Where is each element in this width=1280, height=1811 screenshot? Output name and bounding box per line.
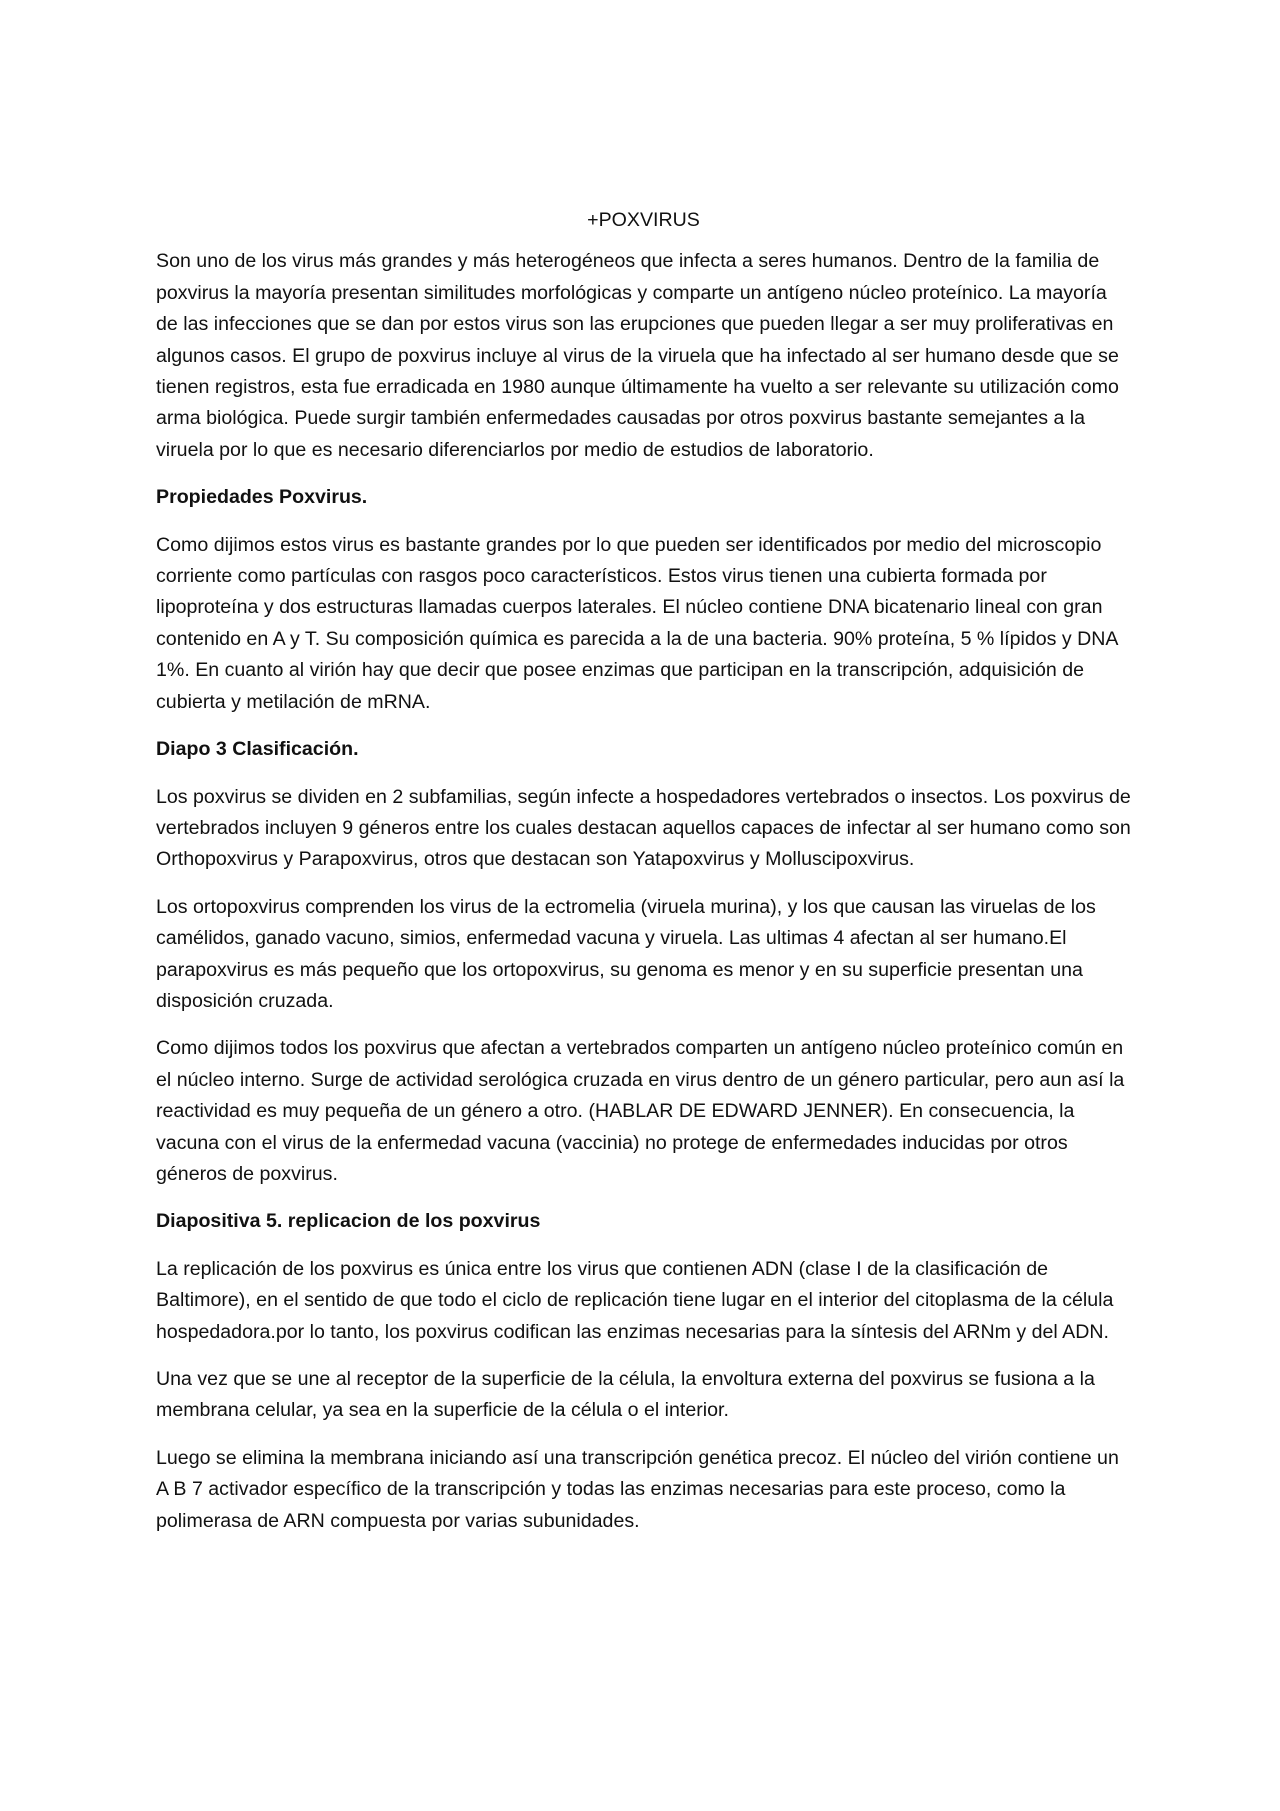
paragraph-intro: Son uno de los virus más grandes y más heterogéneos que infecta a seres humanos. Dentro de la familia de poxvirus la mayoría presentan similitudes morfológicas y comparte un antígeno núcleo proteínico. La mayoría de las infecciones que se dan por estos virus son las erupciones que pueden llegar a ser muy proliferativas en algunos casos. El grupo de poxvirus incluye al virus de la viruela que ha infectado al ser humano desde que se tienen registros, esta fue erradicada en 1980 aunque últimamente ha vuelto a ser relevante su utilización como arma biológica. Puede surgir también enfermedades causadas por otros poxvirus bastante semejantes a la viruela por lo que es necesario diferenciarlos por medio de estudios de laboratorio. [156,250,1119,461]
heading-replicacion: Diapositiva 5. replicacion de los poxvirus [156,1210,541,1233]
heading-propiedades: Propiedades Poxvirus. [156,486,368,509]
paragraph-transcripcion: Luego se elimina la membrana iniciando así una transcripción genética precoz. El núcleo del virión contiene un A B 7 activador específico de la transcripción y todas las enzimas necesarias para este proceso, como la polimerasa de ARN compuesta por varias subunidades. [156,1446,1119,1532]
heading-clasificacion: Diapo 3 Clasificación. [156,738,359,761]
paragraph-subfamilias: Los poxvirus se dividen en 2 subfamilias, según infecte a hospedadores vertebrados o insectos. Los poxvirus de vertebrados incluyen 9 géneros entre los cuales destacan aquellos capaces de infectar al ser humano como son Orthopoxvirus y Parapoxvirus, otros que destacan son Yatapoxvirus y Molluscipoxvirus. [156,785,1131,871]
paragraph-replicacion: La replicación de los poxvirus es única entre los virus que contienen ADN (clase I de la clasificación de Baltimore), en el sentido de que todo el ciclo de replicación tiene lugar en el interior del citoplasma de la célula hospedadora.por lo tanto, los poxvirus codifican las enzimas necesarias para la síntesis del ARNm y del ADN. [156,1257,1114,1343]
document-body [156,205,1131,1553]
document-title: +POXVIRUS [587,209,700,231]
paragraph-propiedades: Como dijimos estos virus es bastante grandes por lo que pueden ser identificados por medio del microscopio corriente como partículas con rasgos poco característicos. Estos virus tienen una cubierta formada por lipoproteína y dos estructuras llamadas cuerpos laterales. El núcleo contiene DNA bicatenario lineal con gran contenido en A y T. Su composición química es parecida a la de una bacteria. 90% proteína, 5 % lípidos y DNA 1%. En cuanto al virión hay que decir que posee enzimas que participan en la transcripción, adquisición de cubierta y metilación de mRNA. [156,533,1118,713]
paragraph-antigeno: Como dijimos todos los poxvirus que afectan a vertebrados comparten un antígeno núcleo proteínico común en el núcleo interno. Surge de actividad serológica cruzada en virus dentro de un género particular, pero aun así la reactividad es muy pequeña de un género a otro. (HABLAR DE EDWARD JENNER). En consecuencia, la vacuna con el virus de la enfermedad vacuna (vaccinia) no protege de enfermedades inducidas por otros géneros de poxvirus. [156,1037,1125,1185]
paragraph-ortopoxvirus: Los ortopoxvirus comprenden los virus de la ectromelia (viruela murina), y los que causan las viruelas de los camélidos, ganado vacuno, simios, enfermedad vacuna y viruela. Las ultimas 4 afectan al ser humano.El parapoxvirus es más pequeño que los ortopoxvirus, su genoma es menor y en su superficie presentan una disposición cruzada. [156,895,1096,1012]
paragraph-receptor: Una vez que se une al receptor de la superficie de la célula, la envoltura externa del poxvirus se fusiona a la membrana celular, ya sea en la superficie de la célula o el interior. [156,1368,1095,1422]
